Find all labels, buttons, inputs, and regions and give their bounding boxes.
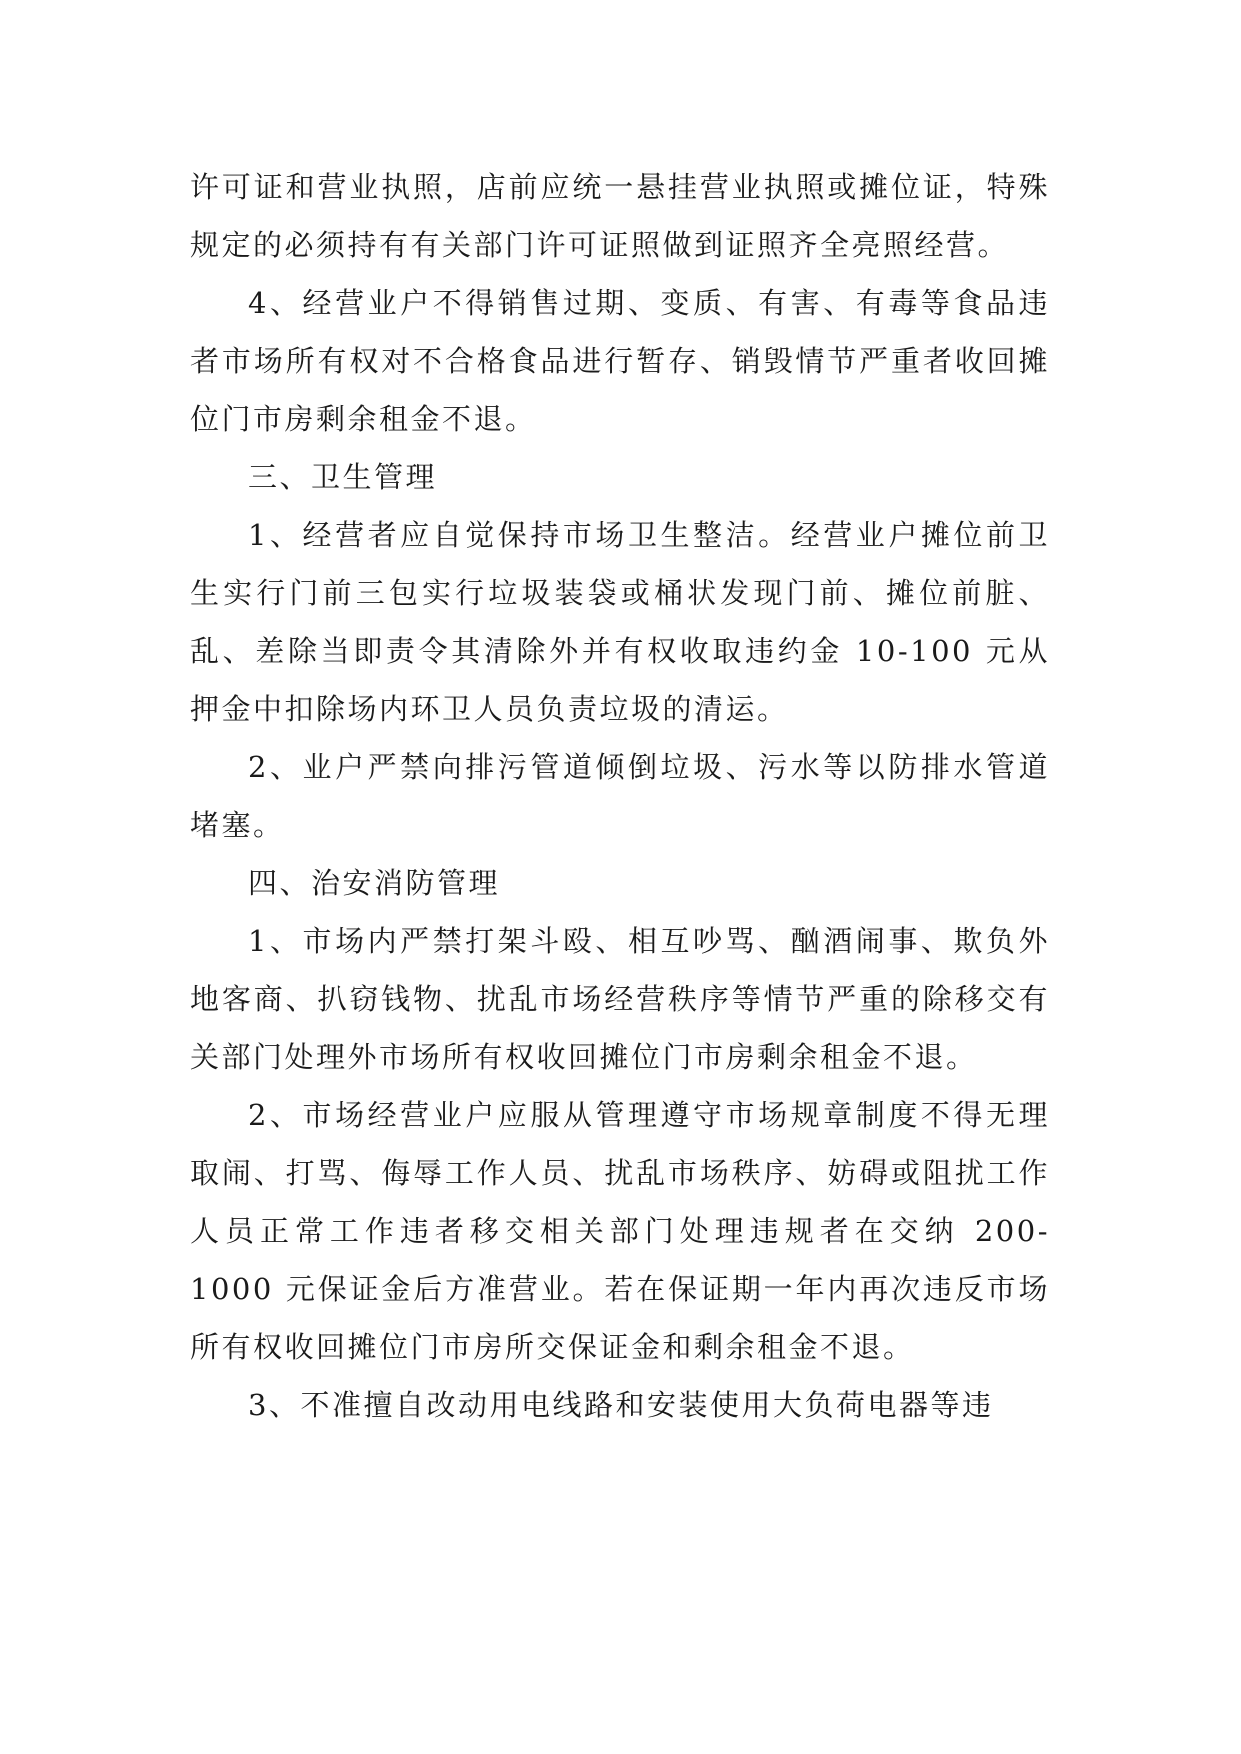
paragraph-continuation: 许可证和营业执照，店前应统一悬挂营业执照或摊位证，特殊规定的必须持有有关部门许可证照做到证照齐全亮照经营。	[190, 170, 1050, 262]
document-page	[190, 158, 1050, 1434]
paragraph-hygiene-item-1: 1、经营者应自觉保持市场卫生整洁。经营业户摊位前卫生实行门前三包实行垃圾装袋或桶状发现门前、摊位前脏、乱、差除当即责令其清除外并有权收取违约金 10-100 元从押金中扣除场内环卫人员负责垃圾的清运。	[190, 518, 1050, 726]
paragraph-security-item-3: 3、不准擅自改动用电线路和安装使用大负荷电器等违	[248, 1388, 994, 1422]
section-heading-hygiene: 三、卫生管理	[248, 460, 438, 494]
paragraph-hygiene-item-2: 2、业户严禁向排污管道倾倒垃圾、污水等以防排水管道堵塞。	[190, 750, 1050, 842]
paragraph-security-item-2: 2、市场经营业户应服从管理遵守市场规章制度不得无理取闹、打骂、侮辱工作人员、扰乱市场秩序、妨碍或阻扰工作人员正常工作违者移交相关部门处理违规者在交纳 200-1000 元保证金后方准营业。若在保证期一年内再次违反市场所有权收回摊位门市房所交保证金和剩余租金不退。	[190, 1098, 1050, 1364]
paragraph-item-4: 4、经营业户不得销售过期、变质、有害、有毒等食品违者市场所有权对不合格食品进行暂存、销毁情节严重者收回摊位门市房剩余租金不退。	[190, 286, 1050, 436]
section-heading-security: 四、治安消防管理	[248, 866, 501, 900]
paragraph-security-item-1: 1、市场内严禁打架斗殴、相互吵骂、酗酒闹事、欺负外地客商、扒窃钱物、扰乱市场经营秩序等情节严重的除移交有关部门处理外市场所有权收回摊位门市房剩余租金不退。	[190, 924, 1050, 1074]
